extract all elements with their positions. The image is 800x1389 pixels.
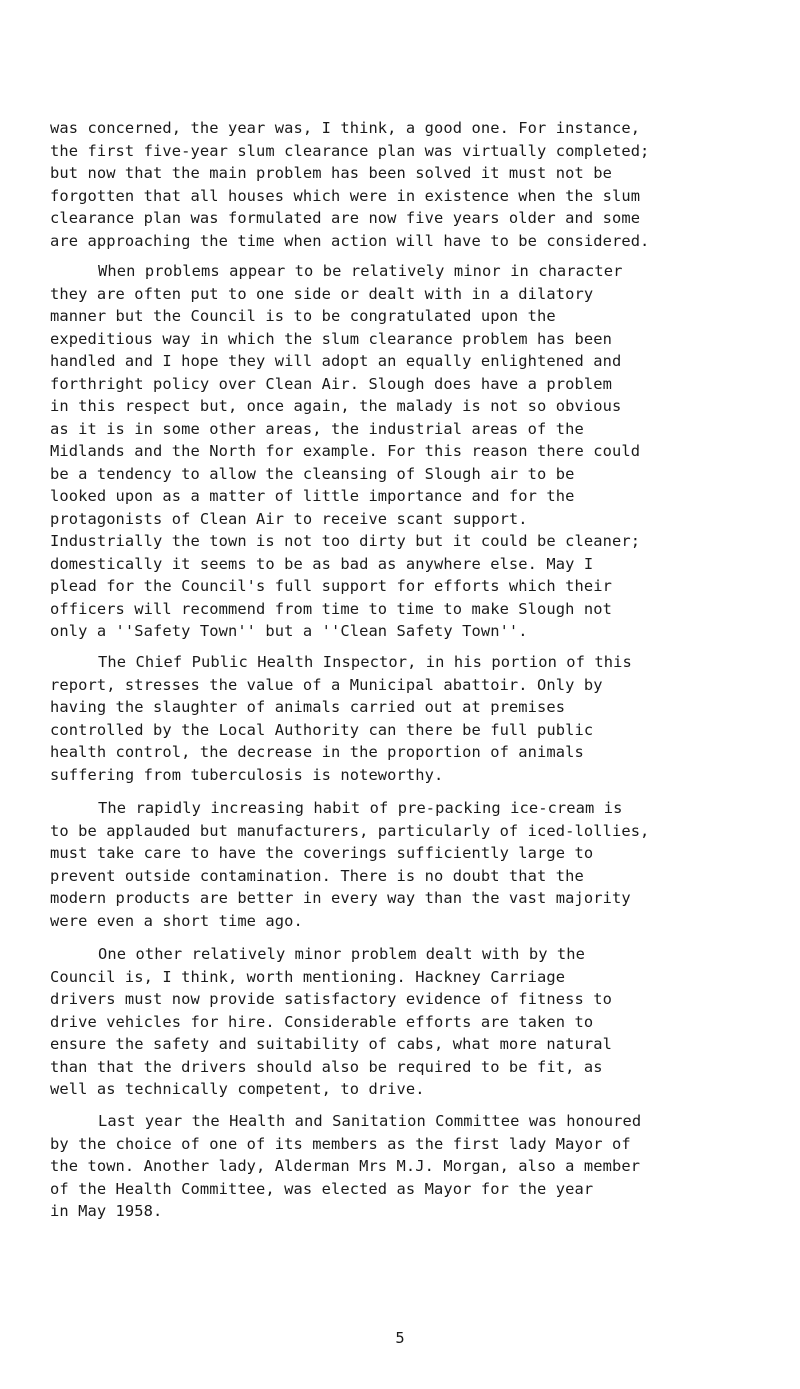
- paragraph-hackney-carriage: [50, 943, 770, 1101]
- text-line: than that the drivers should also be required to be fit, as: [50, 1057, 603, 1076]
- text-line: in May 1958.: [50, 1202, 163, 1220]
- text-line: by the choice of one of its members as the first lady Mayor of: [50, 1134, 631, 1153]
- paragraph-slum-clearance-intro: [50, 117, 770, 252]
- text-line: are approaching the time when action will have to be considered.: [50, 231, 650, 250]
- text-line: to be applauded but manufacturers, particularly of iced-lollies,: [50, 821, 650, 840]
- text-line: manner but the Council is to be congratulated upon the: [50, 307, 556, 325]
- page-number: 5: [395, 1329, 405, 1347]
- text-line: The rapidly increasing habit of pre-packing ice-cream is: [98, 799, 623, 817]
- text-line: but now that the main problem has been solved it must not be: [50, 164, 612, 182]
- text-line: forgotten that all houses which were in existence when the slum: [50, 186, 641, 205]
- text-line: officers will recommend from time to time to make Slough not: [50, 599, 612, 618]
- paragraph-abattoir: [50, 651, 770, 786]
- paragraph-ice-cream: [50, 797, 770, 932]
- paragraph-mayor: [50, 1110, 770, 1223]
- text-line: drive vehicles for hire. Considerable efforts are taken to: [50, 1012, 594, 1031]
- text-line: only a ''Safety Town'' but a ''Clean Safety Town''.: [50, 622, 528, 640]
- text-line: well as technically competent, to drive.: [50, 1080, 425, 1098]
- text-line: was concerned, the year was, I think, a good one. For instance,: [50, 119, 641, 137]
- text-line: modern products are better in every way than the vast majority: [50, 889, 631, 907]
- text-line: Last year the Health and Sanitation Committee was honoured: [98, 1112, 642, 1130]
- text-line: the first five-year slum clearance plan was virtually completed;: [50, 141, 650, 160]
- text-line: they are often put to one side or dealt with in a dilatory: [50, 284, 594, 303]
- text-line: One other relatively minor problem dealt with by the: [98, 945, 586, 963]
- text-line: handled and I hope they will adopt an equally enlightened and: [50, 352, 622, 370]
- text-line: having the slaughter of animals carried out at premises: [50, 698, 566, 716]
- text-line: of the Health Committee, was elected as Mayor for the year: [50, 1179, 594, 1198]
- text-line: Industrially the town is not too dirty but it could be cleaner;: [50, 532, 641, 550]
- text-line: plead for the Council's full support for efforts which their: [50, 577, 612, 595]
- text-line: ensure the safety and suitability of cabs, what more natural: [50, 1035, 612, 1053]
- text-line: drivers must now provide satisfactory evidence of fitness to: [50, 990, 612, 1008]
- text-line: report, stresses the value of a Municipal abattoir. Only by: [50, 675, 603, 694]
- text-line: The Chief Public Health Inspector, in his portion of this: [98, 653, 632, 671]
- text-line: were even a short time ago.: [50, 911, 303, 930]
- text-line: be a tendency to allow the cleansing of Slough air to be: [50, 464, 575, 483]
- text-line: in this respect but, once again, the malady is not so obvious: [50, 397, 622, 415]
- text-line: Midlands and the North for example. For this reason there could: [50, 442, 641, 460]
- text-line: as it is in some other areas, the industrial areas of the: [50, 419, 584, 438]
- text-line: looked upon as a matter of little importance and for the: [50, 487, 575, 505]
- paragraph-clean-air: [50, 260, 770, 643]
- text-line: When problems appear to be relatively minor in character: [98, 262, 623, 280]
- text-line: Council is, I think, worth mentioning. Hackney Carriage: [50, 967, 566, 986]
- text-line: must take care to have the coverings sufficiently large to: [50, 844, 594, 862]
- text-line: expeditious way in which the slum clearance problem has been: [50, 329, 612, 348]
- text-line: the town. Another lady, Alderman Mrs M.J. Morgan, also a member: [50, 1157, 641, 1175]
- text-line: suffering from tuberculosis is noteworthy.: [50, 765, 444, 784]
- text-line: health control, the decrease in the proportion of animals: [50, 743, 584, 761]
- text-line: domestically it seems to be as bad as anywhere else. May I: [50, 554, 594, 573]
- text-line: clearance plan was formulated are now five years older and some: [50, 209, 641, 227]
- text-line: controlled by the Local Authority can there be full public: [50, 720, 594, 739]
- text-line: protagonists of Clean Air to receive scant support.: [50, 509, 528, 528]
- text-line: forthright policy over Clean Air. Slough does have a problem: [50, 374, 612, 393]
- text-line: prevent outside contamination. There is no doubt that the: [50, 866, 584, 885]
